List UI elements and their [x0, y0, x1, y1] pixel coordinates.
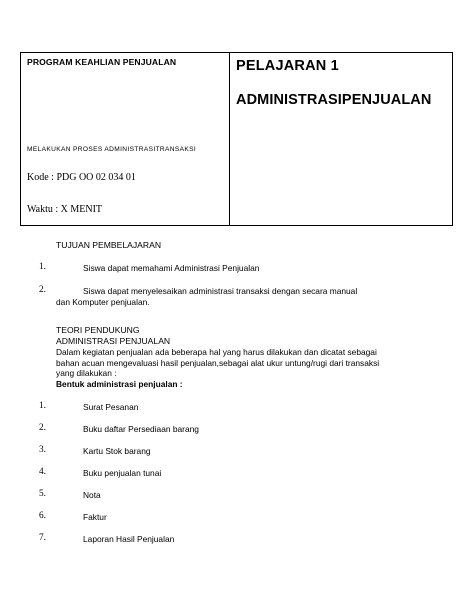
lesson-header-table: [20, 52, 453, 226]
bentuk-heading: Bentuk administrasi penjualan :: [56, 379, 183, 389]
tujuan-number-2: 2.: [39, 285, 46, 295]
bentuk-item-6: Faktur: [83, 512, 107, 522]
tujuan-item-1: Siswa dapat memahami Administrasi Penjualan: [83, 263, 260, 273]
teori-paragraph-line2: bahan acuan mengevaluasi hasil penjualan,sebagai alat ukur untung/rugi dari transaksi: [56, 358, 380, 368]
bentuk-number-6: 6.: [39, 511, 46, 521]
bentuk-number-5: 5.: [39, 489, 46, 499]
bentuk-item-2: Buku daftar Persediaan barang: [83, 424, 199, 434]
bentuk-number-4: 4.: [39, 467, 46, 477]
time-label: Waktu : X MENIT: [27, 204, 103, 215]
tujuan-heading: TUJUAN PEMBELAJARAN: [56, 240, 162, 250]
admin-penjualan-heading: ADMINISTRASI PENJUALAN: [56, 336, 171, 346]
header-right-cell: [230, 53, 452, 225]
bentuk-item-3: Kartu Stok barang: [83, 446, 151, 456]
competency-label: MELAKUKAN PROSES ADMINISTRASITRANSAKSI: [27, 146, 197, 153]
bentuk-item-4: Buku penjualan tunai: [83, 468, 162, 478]
bentuk-item-5: Nota: [83, 490, 101, 500]
teori-paragraph-line1: Dalam kegiatan penjualan ada beberapa hal yang harus dilakukan dan dicatat sebagai: [56, 347, 377, 357]
lesson-title: ADMINISTRASIPENJUALAN: [236, 92, 432, 108]
teori-heading: TEORI PENDUKUNG: [56, 325, 140, 335]
header-left-cell: [21, 53, 230, 225]
code-label: Kode : PDG OO 02 034 01: [27, 172, 136, 183]
bentuk-item-7: Laporan Hasil Penjualan: [83, 534, 175, 544]
tujuan-item-2-line1: Siswa dapat menyelesaikan administrasi transaksi dengan secara manual: [83, 286, 358, 296]
program-label: PROGRAM KEAHLIAN PENJUALAN: [27, 57, 177, 67]
lesson-number: PELAJARAN 1: [236, 58, 339, 74]
tujuan-item-2-line2: dan Komputer penjualan.: [56, 297, 150, 307]
bentuk-item-1: Surat Pesanan: [83, 402, 139, 412]
bentuk-number-2: 2.: [39, 423, 46, 433]
bentuk-number-3: 3.: [39, 445, 46, 455]
bentuk-number-7: 7.: [39, 533, 46, 543]
teori-paragraph-line3: yang dilakukan :: [56, 368, 117, 378]
tujuan-number-1: 1.: [39, 262, 46, 272]
bentuk-number-1: 1.: [39, 401, 46, 411]
